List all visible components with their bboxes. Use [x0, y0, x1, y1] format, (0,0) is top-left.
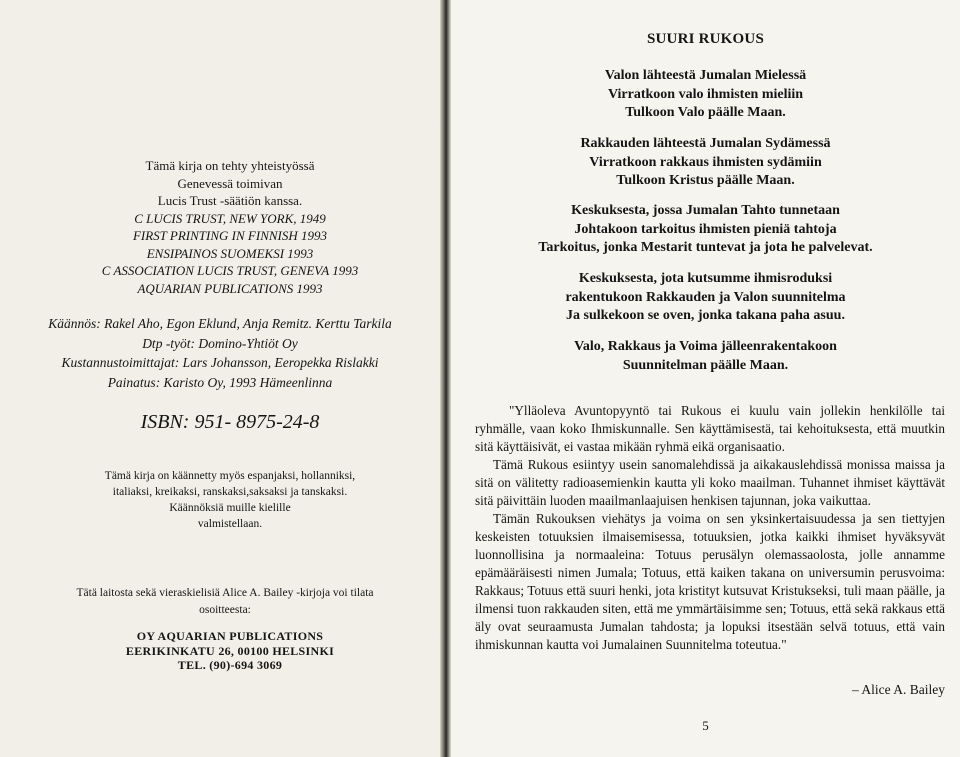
- first-printing-line: FIRST PRINTING IN FINNISH 1993: [132, 228, 328, 243]
- credits-line: Dtp -työt: Domino-Yhtiöt Oy: [142, 335, 298, 351]
- stanza-line: Keskuksesta, jota kutsumme ihmisroduksi: [578, 271, 833, 286]
- imprint-block: [60, 157, 400, 297]
- stanza-line: Valo, Rakkaus ja Voima jälleenrakentakoon: [574, 339, 837, 354]
- isbn: ISBN: 951- 8975-24-8: [140, 411, 320, 433]
- stanza-line: Valon lähteestä Jumalan Mielessä: [604, 68, 807, 83]
- translations-line: valmistellaan.: [197, 518, 263, 530]
- commentary: [475, 402, 945, 654]
- translations-line: Tämä kirja on käännetty myös espanjaksi, hollanniksi,: [104, 470, 356, 482]
- stanza-line: Tulkoon Kristus päälle Maan.: [616, 173, 795, 188]
- translations-line: italiaksi, kreikaksi, ranskaksi,saksaksi ja tanskaksi.: [112, 486, 348, 498]
- imprint-line: Tämä kirja on tehty yhteistyössä: [145, 158, 315, 173]
- stanza-line: Tarkoitus, jonka Mestarit tuntevat ja jota he palvelevat.: [538, 240, 873, 255]
- stanza-line: Virratkoon rakkaus ihmisten sydämiin: [589, 154, 822, 170]
- page-number: 5: [702, 718, 709, 733]
- signature: – Alice A. Bailey: [852, 682, 945, 697]
- credits-line: Käännös: Rakel Aho, Egon Eklund, Anja Remitz. Kerttu Tarkila: [48, 316, 392, 331]
- translations-note: [40, 468, 420, 532]
- stanza-line: Ja sulkekoon se oven, jonka takana paha asuu.: [566, 308, 845, 323]
- publisher-year-line: AQUARIAN PUBLICATIONS 1993: [137, 280, 323, 296]
- stanza: [451, 67, 960, 123]
- order-note: [20, 585, 430, 619]
- commentary-paragraph: Tämän Rukouksen viehätys ja voima on sen yksinkertaisuudessa ja sen tiettyjen keskeisten totuuksien ilmaisemisessa, totuuksien, jotka kaikki ihmiset hyväksyvät luonnollisina ja normaaleina: Totuus perusälyn olemassaolosta, jolle annamme epämääräisesti nimen Jumala; Totuus, että kaiken takana on universumin perusvoima: Rakkaus; Totuus että suuri henki, jota kristityt kutsuvat Kristukseksi, tuli maan päälle, ja ilmensi tuon rakkauden siten, että me ymmärtäisimme sen; Totuus, että sekä rakkaus että äly ovat seuraamusta Jumalan tahdosta; ja lopuksi itsestään selvä totuus, että vain ihmiskunnan kautta voi Jumalainen Suunnitelma toteutua.": [475, 511, 945, 652]
- commentary-paragraph: Tämä Rukous esiintyy usein sanomalehdissä ja aikakauslehdissä monissa maissa ja sitä on välitetty radioasemienkin kautta yli koko maailman. Tuhannet ihmiset käyttävät sitä päivittäin luoden maailmanlaajuisen henkisen tajunnan, joka vaikuttaa.: [475, 457, 945, 508]
- credits-line: Kustannustoimittajat: Lars Johansson, Eeropekka Rislakki: [61, 355, 379, 370]
- stanza-line: Virratkoon valo ihmisten mieliin: [607, 86, 804, 102]
- publisher-address: [40, 629, 420, 673]
- credits-block: [20, 314, 420, 392]
- left-page: [0, 0, 440, 757]
- prayer-title: SUURI RUKOUS: [646, 31, 764, 47]
- stanza-line: Tulkoon Valo päälle Maan.: [625, 105, 786, 120]
- order-line: Tätä laitosta sekä vieraskielisiä Alice A. Bailey -kirjoja voi tilata: [76, 587, 374, 599]
- copyright-line: C ASSOCIATION LUCIS TRUST, GENEVA 1993: [101, 263, 359, 278]
- stanza-line: Keskuksesta, jossa Jumalan Tahto tunnetaan: [571, 203, 840, 218]
- publisher-street: EERIKINKATU 26, 00100 HELSINKI: [125, 643, 335, 658]
- credits-line: Painatus: Karisto Oy, 1993 Hämeenlinna: [107, 374, 333, 390]
- publisher-phone: TEL. (90)-694 3069: [177, 658, 283, 672]
- publisher-name: OY AQUARIAN PUBLICATIONS: [136, 629, 324, 643]
- imprint-line: Genevessä toimivan: [177, 175, 283, 191]
- stanza: [451, 338, 960, 375]
- copyright-line: C LUCIS TRUST, NEW YORK, 1949: [134, 210, 326, 226]
- stanza: [451, 202, 960, 258]
- stanza-line: Johtakoon tarkoitus ihmisten pieniä tahtoja: [574, 221, 837, 237]
- right-page: [451, 0, 960, 757]
- stanza: [451, 135, 960, 191]
- book-spine: [440, 0, 451, 757]
- translations-line: Käännöksiä muille kielille: [169, 502, 291, 514]
- first-edition-line: ENSIPAINOS SUOMEKSI 1993: [146, 245, 314, 261]
- stanza-line: Rakkauden lähteestä Jumalan Sydämessä: [580, 136, 831, 151]
- stanza-line: rakentukoon Rakkauden ja Valon suunnitelma: [565, 289, 846, 305]
- order-line: osoitteesta:: [199, 604, 251, 616]
- stanza: [451, 270, 960, 326]
- stanza-line: Suunnitelman päälle Maan.: [622, 357, 789, 373]
- imprint-line: Lucis Trust -säätiön kanssa.: [157, 193, 303, 208]
- commentary-paragraph: "Ylläoleva Avuntopyyntö tai Rukous ei kuulu vain jollekin henkilölle tai ryhmälle, vaan koko Ihmiskunnalle. Sen käyttämisestä, tai kehoituksesta, että muutkin sitä käyttäisivät, ei vastaa mikään ryhmä eikä organisaatio.: [475, 403, 945, 454]
